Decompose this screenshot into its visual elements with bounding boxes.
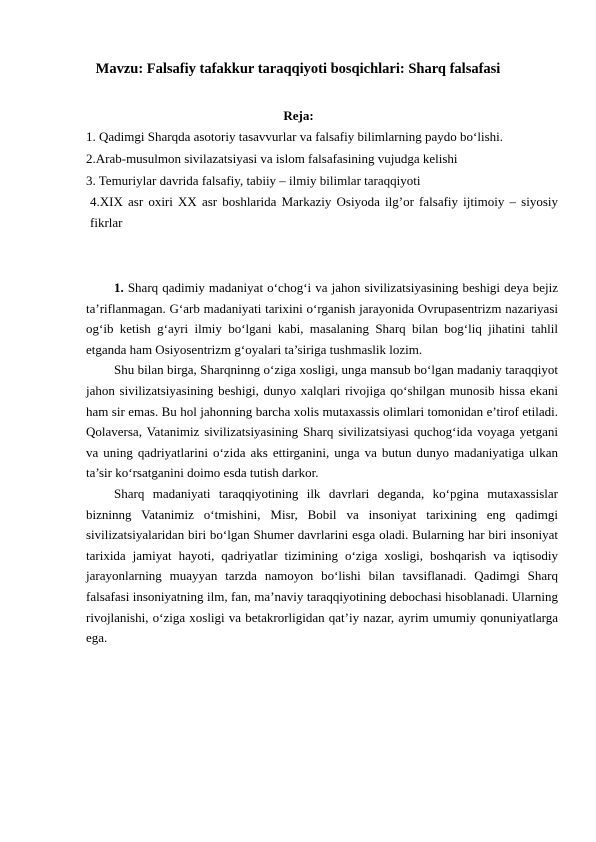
plan-item: 2.Arab-musulmon sivilazatsiyasi va islom falsafasining vujudga kelishi: [86, 151, 458, 166]
paragraph: Shu bilan birga, Sharqninng o‘ziga xosligi, unga mansub bo‘lgan madaniy taraqqiyot jahon sivilizatsiyasining beshigi, dunyo xalqlari rivojiga qo‘shilgan munosib hissa ekani ham sir emas. Bu hol jahonning barcha xolis mutaxassis olimlari tomonidan e’tirof etiladi. Qolaversa, Vatanimiz sivilizatsiyasining Sharq sivilizatsiyasi quchog‘ida voyaga yetgani va uning qadriyatlarini o‘zida aks ettirganini, unga va butun dunyo madaniyatiga ulkan ta’sir ko‘rsatganini doimo esda tutish darkor.: [86, 362, 558, 481]
paragraph-text: Sharq qadimiy madaniyat o‘chog‘i va jahon sivilizatsiyasining beshigi deya bejiz ta’riflanmagan. G‘arb madaniyati tarixini o‘rganish jarayonida Ovrupasentrizm nazariyasi og‘ib ketish g‘ayri ilmiy bo‘lgani kabi, masalaning Sharq bilan bog‘liq jihatini tahlil etganda ham Osiyosentrizm g‘oyalari ta’siriga tushmaslik lozim.: [86, 280, 558, 357]
plan-item: 1. Qadimgi Sharqda asotoriy tasavvurlar va falsafiy bilimlarning paydo bo‘lishi.: [86, 129, 503, 144]
plan-heading: Reja:: [283, 108, 314, 123]
plan-item: 3. Temuriylar davrida falsafiy, tabiiy – ilmiy bilimlar taraqqiyoti: [86, 173, 421, 188]
paragraph: [86, 278, 558, 360]
plan-list: [86, 126, 558, 233]
plan-item: 4.XIX asr oxiri XX asr boshlarida Markaziy Osiyoda ilg’or falsafiy ijtimoiy – siyosiy fikrlar: [90, 194, 558, 230]
document-title: Mavzu: Falsafiy tafakkur taraqqiyoti bosqichlari: Sharq falsafasi: [95, 61, 501, 77]
section-number: 1.: [114, 280, 124, 295]
paragraph: Sharq madaniyati taraqqiyotining ilk davrlari deganda, ko‘pgina mutaxassislar bizninng Vatanimiz o‘tmishini, Misr, Bobil va insoniyat tarixining eng qadimgi sivilizatsiyalaridan biri bo‘lgan Shumer davrlarini esga oladi. Bularning har biri insoniyat tarixida jamiyat hayoti, qadriyatlar tizimining o‘ziga xosligi, boshqarish va iqtisodiy jarayonlarning muayyan tarzda namoyon bo‘lishi bilan tavsiflanadi. Qadimgi Sharq falsafasi insoniyatning ilm, fan, ma’naviy taraqqiyotining debochasi hisoblanadi. Ularning rivojlanishi, o‘ziga xosligi va betakrorligidan qat’iy nazar, ayrim umumiy qonuniyatlarga ega.: [86, 485, 558, 646]
document-body: [86, 278, 558, 649]
